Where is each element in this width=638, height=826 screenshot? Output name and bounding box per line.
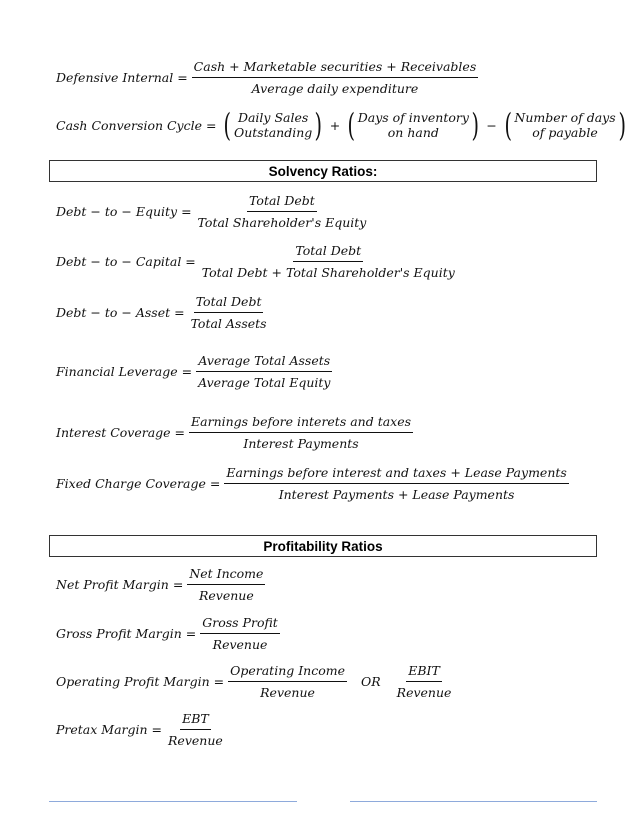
formula-cash-conversion-cycle <box>56 106 630 144</box>
term-bottom: on hand <box>387 125 439 140</box>
formula-lhs: Pretax Margin = <box>56 722 163 737</box>
formula-lhs: Debt − to − Capital = <box>56 254 196 269</box>
term-top: Daily Sales <box>237 110 309 125</box>
plus-operator: + <box>329 117 341 133</box>
numerator: Earnings before interets and taxes <box>189 414 413 433</box>
fraction <box>166 711 225 748</box>
fraction <box>196 353 332 390</box>
denominator: Interest Payments + Lease Payments <box>278 487 515 502</box>
term-top: Days of inventory <box>357 110 469 125</box>
fraction <box>187 566 265 603</box>
formula-fixed-charge-coverage <box>56 465 573 502</box>
numerator: Cash + Marketable securities + Receivables <box>192 59 479 78</box>
formula-net-profit-margin <box>56 566 269 603</box>
section-title: Solvency Ratios: <box>268 163 378 179</box>
paren-group-dio: ( Days of inventory on hand ) <box>347 106 479 144</box>
numerator: Total Debt <box>293 243 363 262</box>
numerator: EBIT <box>406 663 442 682</box>
formula-debt-to-capital <box>56 243 461 280</box>
formula-pretax-margin <box>56 711 229 748</box>
denominator: Revenue <box>396 685 452 700</box>
fraction <box>200 615 280 652</box>
numerator: Gross Profit <box>200 615 280 634</box>
term-top: Number of days <box>514 110 616 125</box>
numerator: Operating Income <box>228 663 347 682</box>
numerator: Total Debt <box>247 193 317 212</box>
fraction <box>189 294 269 331</box>
term-bottom: Outstanding <box>233 125 313 140</box>
denominator: Revenue <box>168 733 223 748</box>
numerator: Earnings before interest and taxes + Lease Payments <box>224 465 568 484</box>
fraction <box>224 465 568 502</box>
fraction <box>196 193 369 230</box>
formula-defensive-interval <box>56 59 482 96</box>
section-header-solvency <box>49 160 597 182</box>
section-title: Profitability Ratios <box>263 538 383 554</box>
denominator: Revenue <box>260 685 315 700</box>
formula-lhs: Cash Conversion Cycle = <box>56 117 217 133</box>
footer-rule-left <box>49 801 297 802</box>
numerator: Total Debt <box>194 294 264 313</box>
denominator: Average Total Equity <box>198 375 331 390</box>
denominator: Average daily expenditure <box>251 81 419 96</box>
formula-debt-to-asset <box>56 294 273 331</box>
formula-lhs: Interest Coverage = <box>56 425 186 440</box>
formula-financial-leverage <box>56 353 336 390</box>
formula-interest-coverage <box>56 414 417 451</box>
section-header-profitability <box>49 535 597 557</box>
formula-lhs: Financial Leverage = <box>56 364 193 379</box>
denominator: Total Shareholder's Equity <box>197 215 367 230</box>
formula-lhs: Debt − to − Equity = <box>56 204 192 219</box>
formula-lhs: Net Profit Margin = <box>56 577 184 592</box>
fraction-alt <box>395 663 454 700</box>
term-bottom: of payable <box>532 125 598 140</box>
formula-lhs: Defensive Internal = <box>56 70 188 85</box>
fraction <box>189 414 413 451</box>
formula-lhs: Operating Profit Margin = <box>56 674 225 689</box>
formula-lhs: Debt − to − Asset = <box>56 305 185 320</box>
footer-rule-right <box>350 801 597 802</box>
formula-lhs: Gross Profit Margin = <box>56 626 197 641</box>
formula-lhs: Fixed Charge Coverage = <box>56 476 221 491</box>
formula-gross-profit-margin <box>56 615 284 652</box>
fraction <box>228 663 347 700</box>
numerator: Average Total Assets <box>196 353 332 372</box>
formula-operating-profit-margin <box>56 663 457 700</box>
denominator: Revenue <box>198 588 254 603</box>
paren-group-dpo: ( Number of days of payable ) <box>504 106 626 144</box>
denominator: Total Assets <box>190 316 267 331</box>
fraction <box>200 243 457 280</box>
minus-operator: − <box>486 117 497 133</box>
or-separator: OR <box>360 674 381 689</box>
fraction <box>192 59 479 96</box>
numerator: Net Income <box>187 566 265 585</box>
denominator: Interest Payments <box>243 436 359 451</box>
formula-debt-to-equity <box>56 193 372 230</box>
paren-group-dso: ( Daily Sales Outstanding ) <box>223 106 323 144</box>
numerator: EBT <box>180 711 211 730</box>
denominator: Revenue <box>212 637 268 652</box>
denominator: Total Debt + Total Shareholder's Equity <box>201 265 455 280</box>
